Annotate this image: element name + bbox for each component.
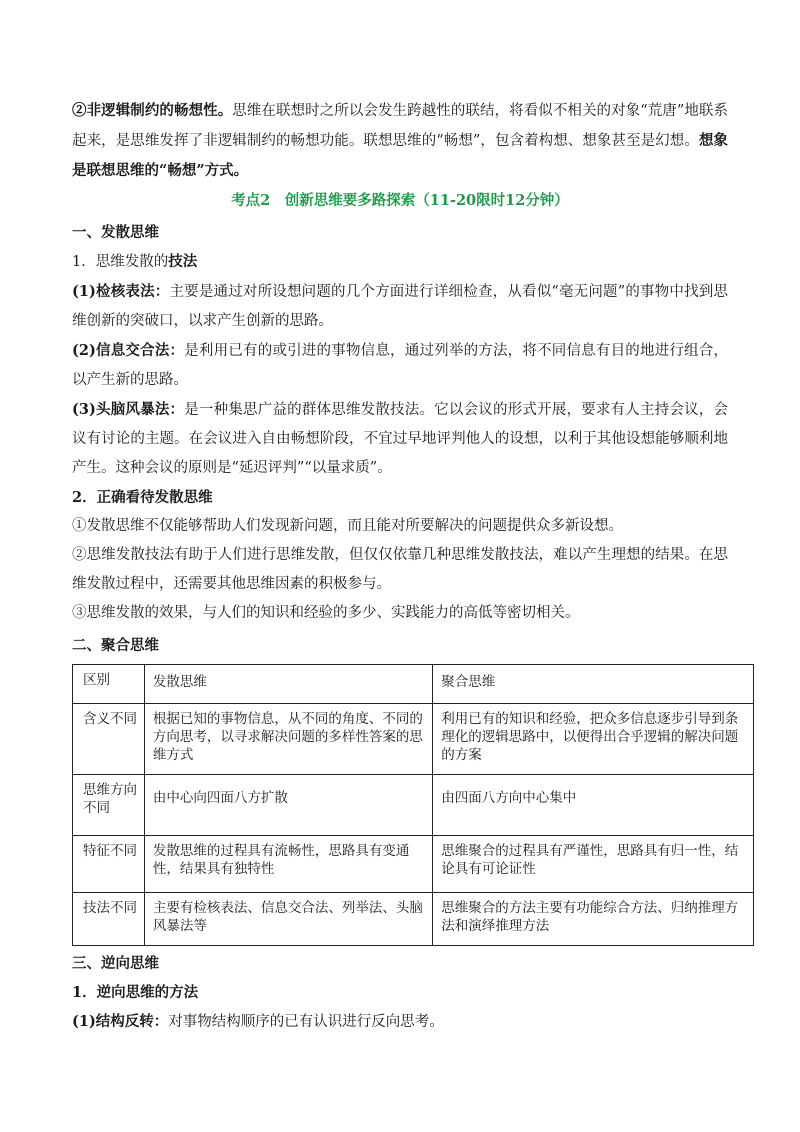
technique-label: (2)信息交合法： xyxy=(72,342,185,359)
technique-item xyxy=(72,395,728,483)
section2-title: 二、聚合思维 xyxy=(72,637,159,654)
table-header-cell: 聚合思维 xyxy=(433,665,754,704)
table-cell: 含义不同 xyxy=(73,704,145,775)
technique-label: (1)检核表法： xyxy=(72,283,170,300)
topic-title: 考点2 创新思维要多路探索（11-20限时12分钟） xyxy=(231,192,569,209)
table-cell: 根据已知的事物信息，从不同的角度、不同的方向思考，以寻求解决问题的多样性答案的思维方式 xyxy=(144,704,432,775)
table-cell: 主要有检核表法、信息交合法、列举法、头脑风暴法等 xyxy=(144,893,432,946)
table-header-row xyxy=(73,665,754,704)
intro-paragraph xyxy=(72,96,728,186)
section1-sub1-bold: 技法 xyxy=(168,253,198,270)
intro-heading: ②非逻辑制约的畅想性。 xyxy=(72,102,233,119)
section3-title: 三、逆向思维 xyxy=(72,955,159,972)
technique-item xyxy=(72,336,728,395)
divergent-point: ①发散思维不仅能够帮助人们发现新问题，而且能对所要解决的问题提供众多新设想。 xyxy=(72,518,623,534)
table-cell: 利用已有的知识和经验，把众多信息逐步引导到条理化的逻辑思路中，以便得出合乎逻辑的解决问题的方案 xyxy=(433,704,754,775)
intro-body: 思维在联想时之所以会发生跨越性的联结，将看似不相关的对象“荒唐”地联系起来，是思维发挥了非逻辑制约的畅想功能。联想思维的“畅想”，包含着构想、想象甚至是幻想。 xyxy=(72,103,729,149)
divergent-point: ③思维发散的效果，与人们的知识和经验的多少、实践能力的高低等密切相关。 xyxy=(72,605,580,621)
technique-text: 是一种集思广益的群体思维发散技法。它以会议的形式开展，要求有人主持会议，会议有讨论的主题。在会议进入自由畅想阶段，不宜过早地评判他人的设想，以利于其他设想能够顺利地产生。这种会议的原则是“延迟评判”“以量求质”。 xyxy=(72,402,729,476)
section1-title: 一、发散思维 xyxy=(72,224,159,241)
section3-sub1-title: 1．逆向思维的方法 xyxy=(72,984,199,1001)
comparison-table xyxy=(72,664,754,946)
table-cell: 思维聚合的过程具有严谨性，思路具有归一性，结论具有可论证性 xyxy=(433,836,754,893)
section1-sub1 xyxy=(72,247,728,277)
table-row xyxy=(73,775,754,836)
section1-sub2-title: 2．正确看待发散思维 xyxy=(72,489,213,506)
table-cell: 由四面八方向中心集中 xyxy=(433,775,754,836)
reverse-text: 对事物结构顺序的已有认识进行反向思考。 xyxy=(168,1014,444,1030)
technique-item xyxy=(72,277,728,336)
divergent-point: ②思维发散技法有助于人们进行思维发散，但仅仅依靠几种思维发散技法，难以产生理想的结果。在思维发散过程中，还需要其他思维因素的积极参与。 xyxy=(72,547,728,592)
reverse-label: (1)结构反转： xyxy=(72,1013,169,1030)
table-cell: 发散思维的过程具有流畅性，思路具有变通性，结果具有独特性 xyxy=(144,836,432,893)
table-row xyxy=(73,893,754,946)
table-header-cell: 发散思维 xyxy=(144,665,432,704)
technique-text: 主要是通过对所设想问题的几个方面进行详细检查，从看似“毫无问题”的事物中找到思维创新的突破口，以求产生创新的思路。 xyxy=(72,284,728,329)
table-cell: 思维方向不同 xyxy=(73,775,145,836)
table-row xyxy=(73,704,754,775)
table-header-cell: 区别 xyxy=(73,665,145,704)
technique-text: 是利用已有的或引进的事物信息，通过列举的方法，将不同信息有目的地进行组合，以产生新的思路。 xyxy=(72,343,729,388)
intro-emphasis: 想象是联想思维的“畅想”方式。 xyxy=(72,132,729,179)
reverse-item xyxy=(72,1007,728,1037)
table-row xyxy=(73,836,754,893)
table-cell: 由中心向四面八方扩散 xyxy=(144,775,432,836)
document-page xyxy=(72,96,739,1037)
section1-sub1-number: 1．思维发散的 xyxy=(72,254,169,270)
technique-label: (3)头脑风暴法： xyxy=(72,401,185,418)
table-cell: 思维聚合的方法主要有功能综合方法、归纳推理方法和演绎推理方法 xyxy=(433,893,754,946)
table-cell: 特征不同 xyxy=(73,836,145,893)
table-cell: 技法不同 xyxy=(73,893,145,946)
